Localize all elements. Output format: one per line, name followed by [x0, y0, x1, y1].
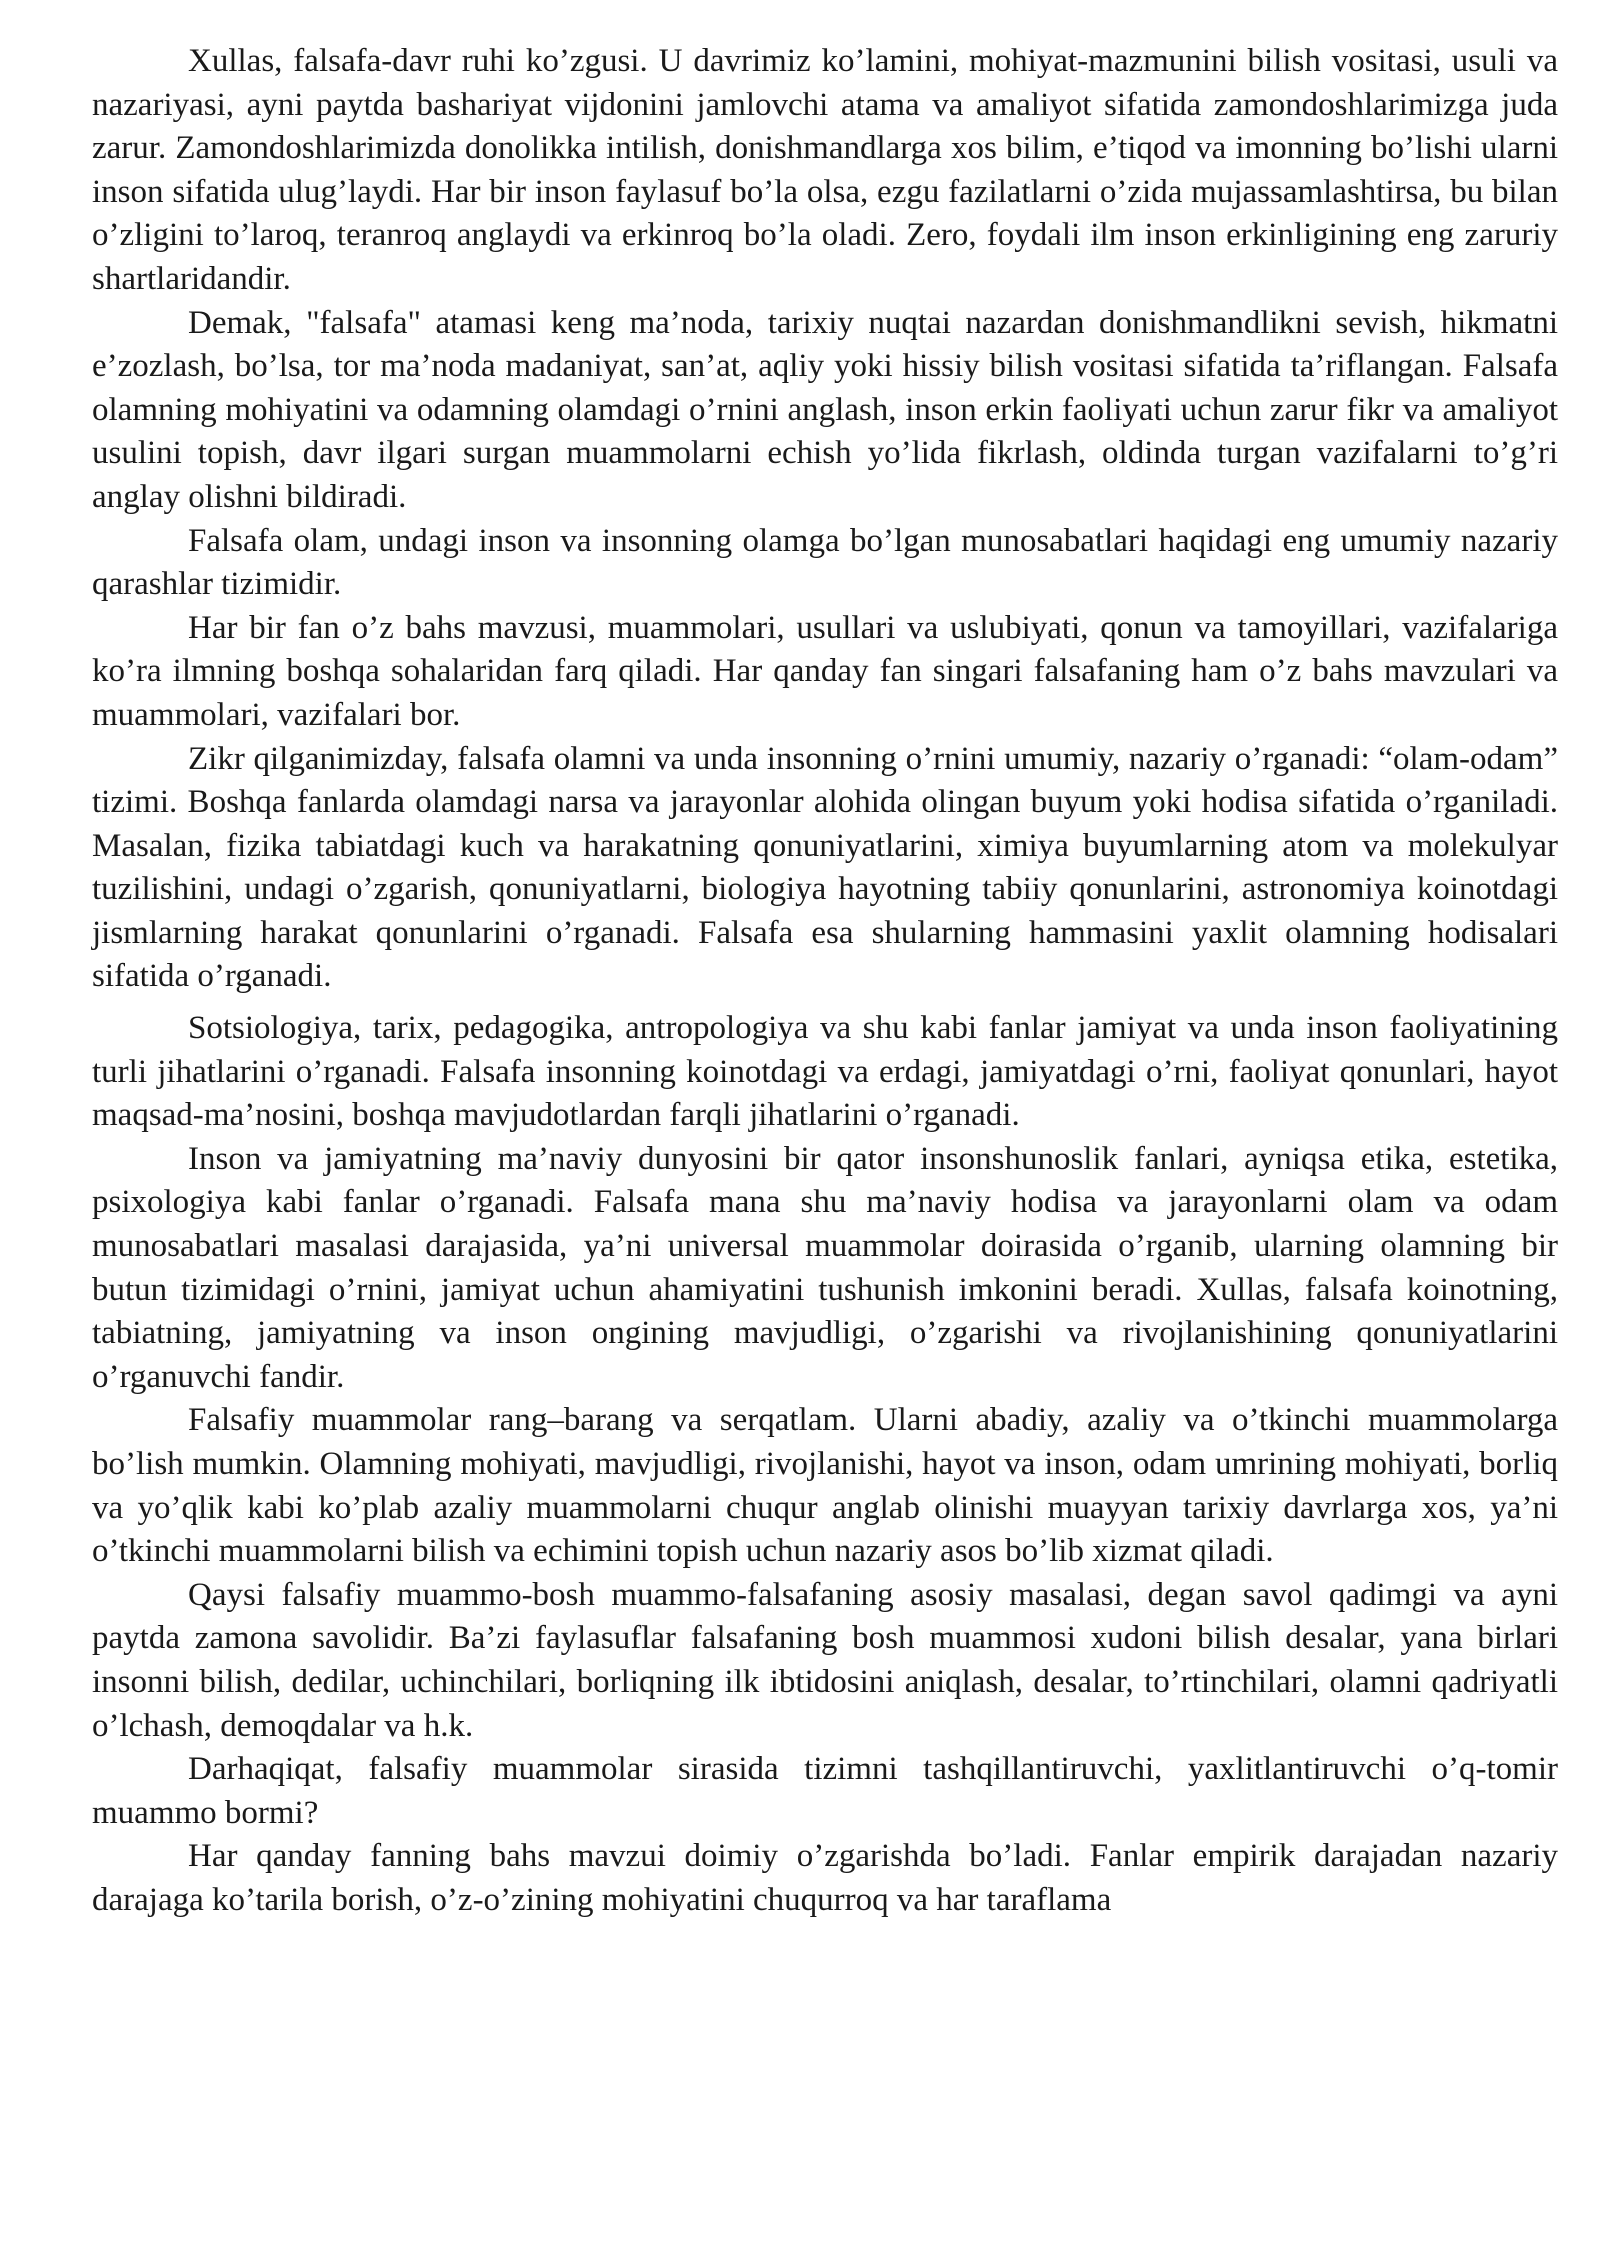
paragraph: Har bir fan o’z bahs mavzusi, muammolari, usullari va uslubiyati, qonun va tamoyillari, vazifalariga ko’ra ilmning boshqa sohalaridan farq qiladi. Har qanday fan singari falsafaning ham o’z bahs mavzulari va muammolari, vazifalari bor. [92, 609, 1558, 733]
paragraph: Darhaqiqat, falsafiy muammolar sirasida tizimni tashqillantiruvchi, yaxlitlantiruvchi o’q-tomir muammo bormi? [92, 1751, 1558, 1831]
paragraph: Har qanday fanning bahs mavzui doimiy o’zgarishda bo’ladi. Fanlar empirik darajadan nazariy darajaga ko’tarila borish, o’z-o’zining mohiyatini chuqurroq va har taraflama [92, 1838, 1558, 1918]
paragraph: Falsafa olam, undagi inson va insonning olamga bo’lgan munosabatlari haqidagi eng umumiy nazariy qarashlar tizimidir. [92, 522, 1558, 603]
paragraph: Zikr qilganimizday, falsafa olamni va unda insonning o’rnini umumiy, nazariy o’rganadi: “olam-odam” tizimi. Boshqa fanlarda olamdagi narsa va jarayonlar alohida olingan buyum yoki hodisa sifatida o’rganiladi. Masalan, fizika tabiatdagi kuch va harakatning qonuniyatlarini, ximiya buyumlarning atom va molekulyar tuzilishini, undagi o’zgarish, qonuniyatlarni, biologiya hayotning tabiiy qonunlarini, astronomiya koinotdagi jismlarning harakat qonunlarini o’rganadi. Falsafa esa shularning hammasini yaxlit olamning hodisalari sifatida o’rganadi. [92, 740, 1558, 995]
paragraph: Qaysi falsafiy muammo-bosh muammo-falsafaning asosiy masalasi, degan savol qadimgi va ayni paytda zamona savolidir. Ba’zi faylasuflar falsafaning bosh muammosi xudoni bilish desalar, yana birlari insonni bilish, dedilar, uchinchilari, borliqning ilk ibtidosini aniqlash, desalar, to’rtinchilari, olamni qadriyatli o’lchash, demoqdalar va h.k. [92, 1576, 1558, 1744]
paragraph: Inson va jamiyatning ma’naviy dunyosini bir qator insonshunoslik fanlari, ayniqsa etika, estetika, psixologiya kabi fanlar o’rganadi. Falsafa mana shu ma’naviy hodisa va jarayonlarni olam va odam munosabatlari masalasi darajasida, ya’ni universal muammolar doirasida o’rganib, ularning olamning bir butun tizimidagi o’rnini, jamiyat uchun ahamiyatini tushunish imkonini beradi. Xullas, falsafa koinotning, tabiatning, jamiyatning va inson ongining mavjudligi, o’zgarishi va rivojlanishining qonuniyatlarini o’rganuvchi fandir. [92, 1140, 1558, 1395]
document-body [92, 40, 1558, 1923]
paragraph: Falsafiy muammolar rang–barang va serqatlam. Ularni abadiy, azaliy va o’tkinchi muammolarga bo’lish mumkin. Olamning mohiyati, mavjudligi, rivojlanishi, hayot va inson, odam umrining mohiyati, borliq va yo’qlik kabi ko’plab azaliy muammolarni chuqur anglab olinishi muayyan tarixiy davrlarga xos, ya’ni o’tkinchi muammolarni bilish va echimini topish uchun nazariy asos bo’lib xizmat qiladi. [92, 1402, 1558, 1570]
paragraph: Sotsiologiya, tarix, pedagogika, antropologiya va shu kabi fanlar jamiyat va unda inson faoliyatining turli jihatlarini o’rganadi. Falsafa insonning koinotdagi va erdagi, jamiyatdagi o’rni, faoliyat qonunlari, hayot maqsad-ma’nosini, boshqa mavjudotlardan farqli jihatlarini o’rganadi. [92, 1010, 1558, 1134]
paragraph: Demak, "falsafa" atamasi keng ma’noda, tarixiy nuqtai nazardan donishmandlikni sevish, hikmatni e’zozlash, bo’lsa, tor ma’noda madaniyat, san’at, aqliy yoki hissiy bilish vositasi sifatida ta’riflangan. Falsafa olamning mohiyatini va odamning olamdagi o’rnini anglash, inson erkin faoliyati uchun zarur fikr va amaliyot usulini topish, davr ilgari surgan muammolarni echish yo’lida fikrlash, oldinda turgan vazifalarni to’g’ri anglay olishni bildiradi. [92, 304, 1558, 515]
paragraph: Xullas, falsafa-davr ruhi ko’zgusi. U davrimiz ko’lamini, mohiyat-mazmunini bilish vositasi, usuli va nazariyasi, ayni paytda bashariyat vijdonini jamlovchi atama va amaliyot sifatida zamondoshlarimizga juda zarur. Zamondoshlarimizda donolikka intilish, donishmandlarga xos bilim, e’tiqod va imonning bo’lishi ularni inson sifatida ulug’laydi. Har bir inson faylasuf bo’la olsa, ezgu fazilatlarni o’zida mujassamlashtirsa, bu bilan o’zligini to’laroq, teranroq anglaydi va erkinroq bo’la oladi. Zero, foydali ilm inson erkinligining eng zaruriy shartlaridandir. [92, 43, 1558, 297]
